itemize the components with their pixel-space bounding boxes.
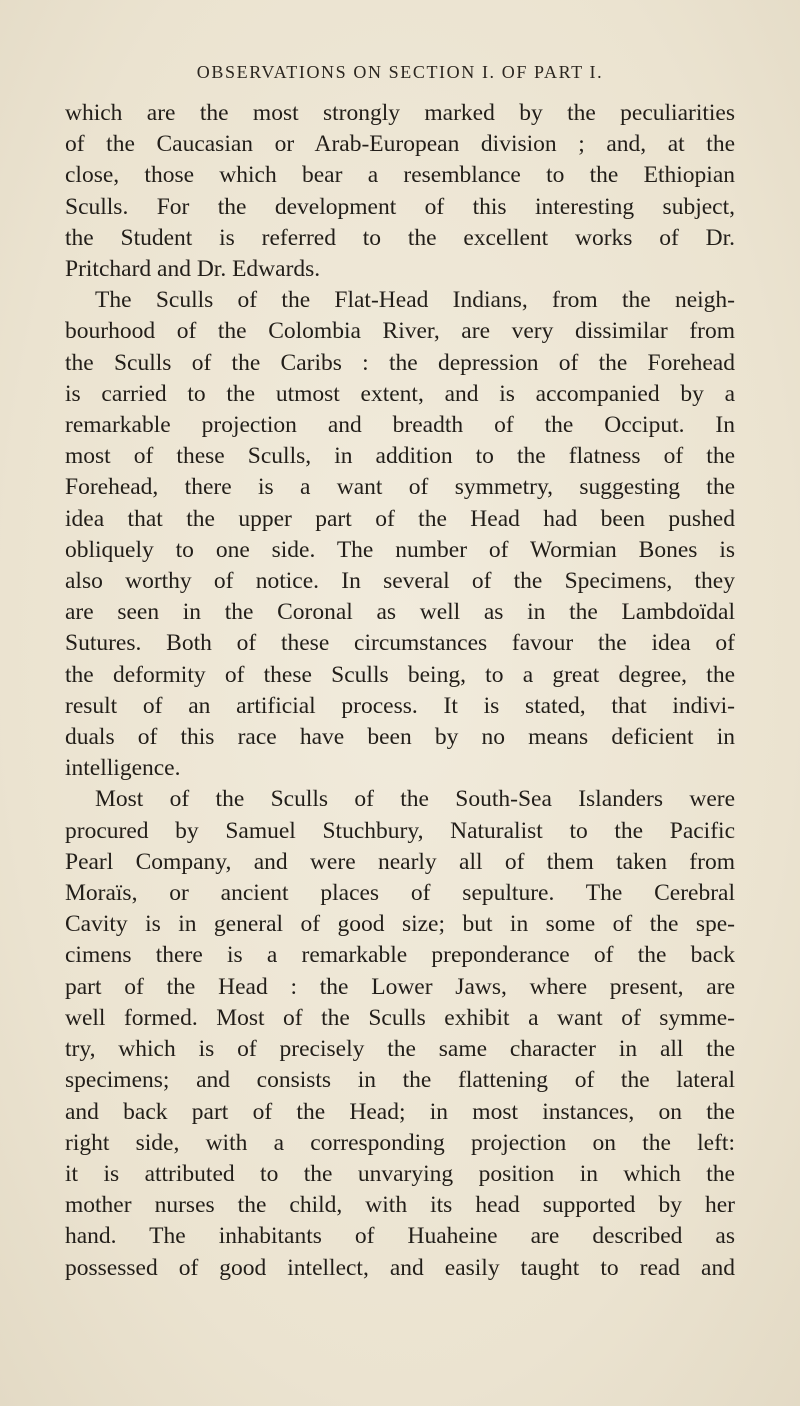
text-line: procured by Samuel Stuchbury, Naturalist to the Pacific [65,817,735,844]
text-line: idea that the upper part of the Head had been pushed [65,505,735,532]
text-line: mother nurses the child, with its head supported by her [65,1192,735,1219]
text-line: Sutures. Both of these circumstances favour the idea of [65,630,735,657]
text-line: The Sculls of the Flat-Head Indians, from the neigh- [95,287,735,314]
text-line: and back part of the Head; in most instances, on the [65,1098,735,1125]
text-line: cimens there is a remarkable preponderance of the back [65,942,735,969]
text-line: Cavity is in general of good size; but in some of the spe- [65,911,735,938]
running-header: OBSERVATIONS ON SECTION I. OF PART I. [196,62,604,82]
text-line: Moraïs, or ancient places of sepulture. The Cerebral [65,880,735,907]
text-line: which are the most strongly marked by the peculiarities [65,100,735,126]
text-line: Forehead, there is a want of symmetry, suggesting the [65,474,735,501]
text-line: Pearl Company, and were nearly all of them taken from [65,848,735,875]
text-line: specimens; and consists in the flattening of the lateral [65,1067,735,1094]
text-line: are seen in the Coronal as well as in the Lambdoïdal [65,599,735,626]
text-line: close, those which bear a resemblance to the Ethiopian [65,162,735,189]
text-line: Pritchard and Dr. Edwards. [65,256,321,283]
text-line: well formed. Most of the Sculls exhibit a want of symme- [65,1004,735,1031]
text-line: most of these Sculls, in addition to the flatness of the [65,443,735,470]
text-line: right side, with a corresponding projection on the left: [65,1129,735,1156]
text-line: obliquely to one side. The number of Wormian Bones is [65,536,735,563]
text-line: it is attributed to the unvarying position in which the [65,1160,735,1187]
text-line: also worthy of notice. In several of the Specimens, they [65,568,735,595]
text-line: part of the Head : the Lower Jaws, where present, are [65,973,735,1000]
text-line: hand. The inhabitants of Huaheine are described as [65,1223,735,1250]
text-line: Sculls. For the development of this interesting subject, [65,193,735,220]
text-line: the Student is referred to the excellent works of Dr. [65,224,735,251]
text-line: intelligence. [65,755,181,782]
text-line: duals of this race have been by no means deficient in [65,724,735,751]
text-line: is carried to the utmost extent, and is accompanied by a [65,380,735,407]
text-line: possessed of good intellect, and easily taught to read and [65,1254,735,1281]
text-line: try, which is of precisely the same character in all the [65,1036,735,1063]
text-line: the Sculls of the Caribs : the depression of the Forehead [65,349,735,376]
text-line: the deformity of these Sculls being, to a great degree, the [65,661,735,688]
text-line: result of an artificial process. It is stated, that indivi- [65,692,735,719]
text-line: bourhood of the Colombia River, are very dissimilar from [65,318,735,345]
text-line: remarkable projection and breadth of the Occiput. In [65,412,735,439]
text-line: Most of the Sculls of the South-Sea Islanders were [95,786,735,813]
text-line: of the Caucasian or Arab-European division ; and, at the [65,131,735,158]
body-text [65,98,735,1284]
